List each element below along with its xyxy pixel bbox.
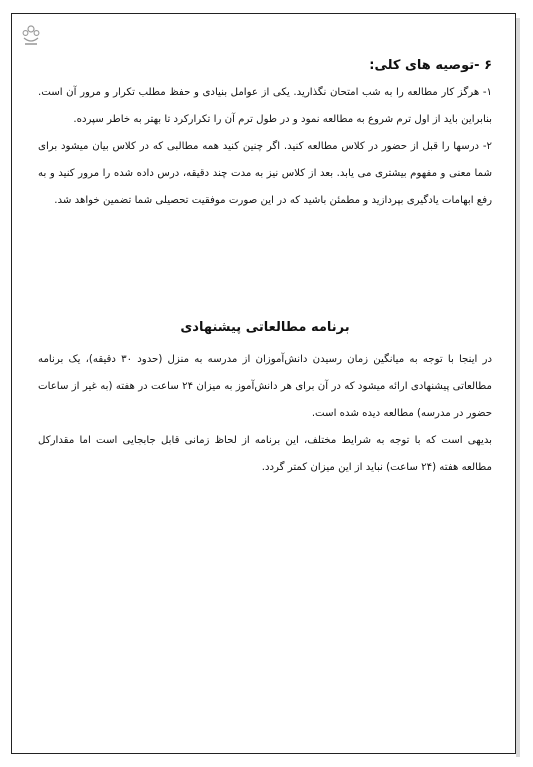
program-paragraph-1: در اینجا با توجه به میانگین زمان رسیدن دانش‌آموزان از مدرسه به منزل (حدود ۳۰ دقیقه)، یک برنامه مطالعاتی پیشنهادی ارائه میشود که در آن برای هر دانش‌آموز به میزان ۲۴ ساعت در هفته (به غیر از ساعات حضور در مدرسه) مطالعه دیده شده است. <box>38 354 492 419</box>
general-tips-section <box>38 58 492 214</box>
program-paragraph-2: بدیهی است که با توجه به شرایط مختلف، این برنامه از لحاظ زمانی قابل جابجایی است اما مقدارکل مطالعه هفته (۲۴ ساعت) نباید از این میزان کمتر گردد. <box>38 435 492 473</box>
tip-2-paragraph: ۲- درسها را قبل از حضور در کلاس مطالعه کنید. اگر چنین کنید همه مطالبی که در کلاس بیان میشود برای شما معنی و مفهوم بیشتری می یابد. بعد از کلاس نیز به مدت چند دقیقه، درس داده شده را مرور کنید و به رفع ابهامات یادگیری بپردازید و مطمئن باشید که در این صورت موفقیت تحصیلی شما تضمین خواهد شد. <box>38 141 492 206</box>
study-program-section <box>38 346 492 481</box>
logo-icon <box>20 22 42 48</box>
section-heading: ۶ -توصیه های کلی: <box>369 58 492 73</box>
program-title: برنامه مطالعاتی پیشنهادی <box>180 320 350 335</box>
tip-1-paragraph: ۱- هرگز کار مطالعه را به شب امتحان نگذارید. یکی از عوامل بنیادی و حفظ مطلب تکرار و مرور آن است. بنابراین باید از اول ترم شروع به مطالعه نمود و در طول ترم آن را تکرارکرد تا بهتر به خاطر سپرده. <box>38 87 492 125</box>
